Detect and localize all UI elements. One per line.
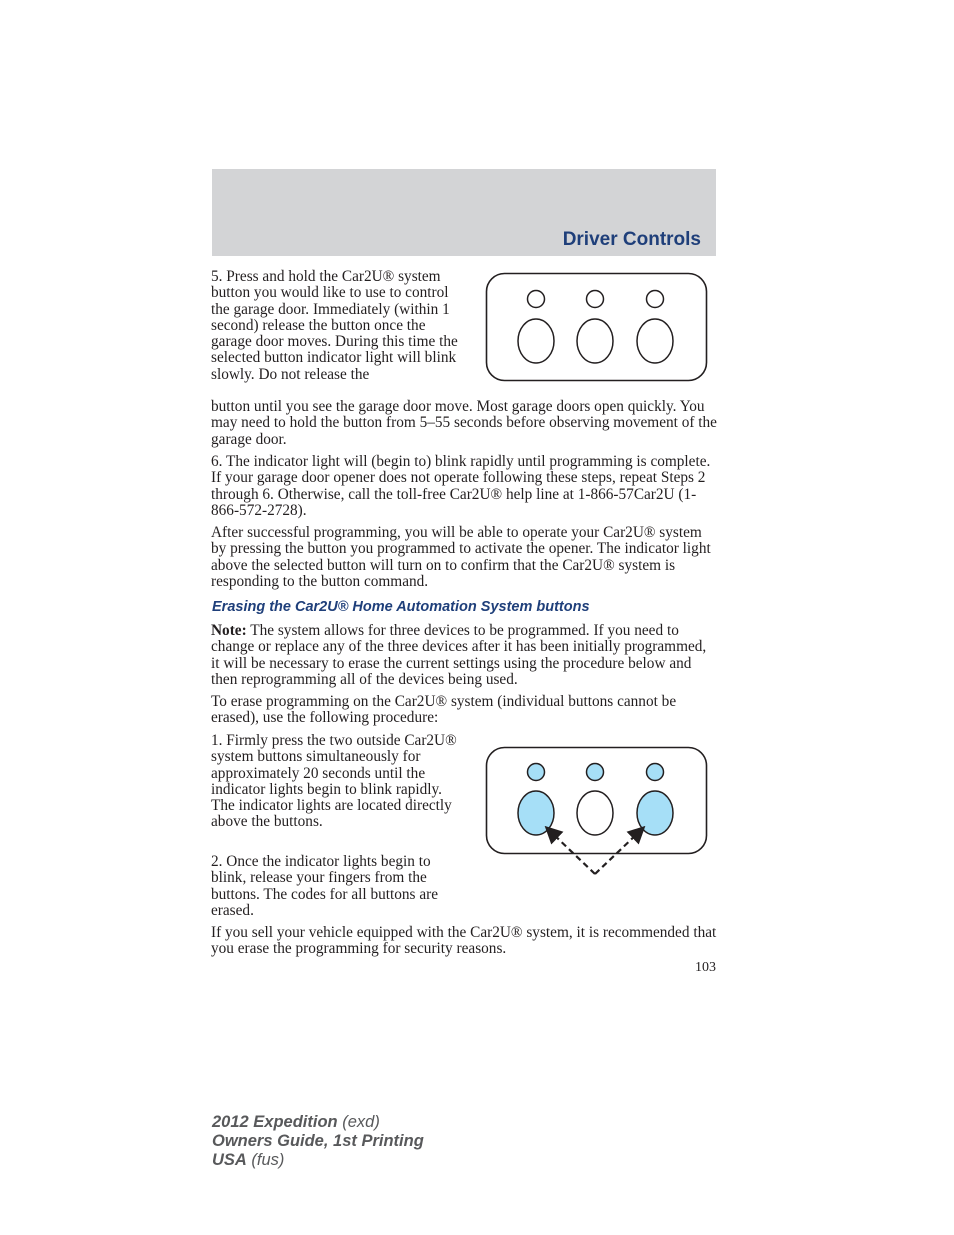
note-label: Note: — [211, 622, 247, 639]
indicator-light-right-lit — [647, 764, 664, 781]
erase-intro-text: To erase programming on the Car2U® system (individual buttons cannot be erased), use the following procedure: — [211, 693, 677, 727]
system-button-center — [577, 791, 613, 835]
after-programming-text: After successful programming, you will be able to operate your Car2U® system by pressing the button you programmed to activate the opener. The indicator light above the selected button will turn on to confirm that the Car2U® system is responding to the button command. — [211, 524, 711, 590]
sell-vehicle-text: If you sell your vehicle equipped with the Car2U® system, it is recommended that you erase the programming for security reasons. — [211, 924, 717, 958]
note-paragraph — [211, 623, 717, 688]
indicator-light-right — [647, 291, 664, 308]
indicator-light-center — [587, 291, 604, 308]
system-button-left-pressed — [518, 791, 554, 835]
indicator-light-left — [528, 291, 545, 308]
indicator-light-center-lit — [587, 764, 604, 781]
page-number: 103 — [695, 960, 716, 975]
step-5-continued: button until you see the garage door move. Most garage doors open quickly. You may need to hold the button from 5–55 seconds before observing movement of the garage door. — [211, 398, 717, 448]
system-button-right — [637, 319, 673, 363]
footer-edition-info — [212, 1113, 424, 1170]
footer-line-3: USA (fus) — [212, 1151, 285, 1169]
erasing-heading: Erasing the Car2U® Home Automation System buttons — [212, 599, 590, 615]
step-6-text: 6. The indicator light will (begin to) blink rapidly until programming is complete. If your garage door opener does not operate following these steps, repeat Steps 2 through 6. Otherwise, call the toll-free Car2U® help line at 1-866-57Car2U (1-866-572-2728). — [211, 453, 711, 519]
indicator-light-left-lit — [528, 764, 545, 781]
header-band — [212, 169, 716, 256]
car2u-buttons-diagram — [485, 272, 708, 383]
system-button-center — [577, 319, 613, 363]
car2u-erase-diagram — [485, 746, 708, 878]
system-button-left — [518, 319, 554, 363]
erase-step-1-text: 1. Firmly press the two outside Car2U® system buttons simultaneously for approximately 20 seconds until the indicator lights begin to blink rapidly. The indicator lights are located directly above the buttons. — [211, 732, 457, 831]
note-text: The system allows for three devices to be programmed. If you need to change or replace any of the three devices after it has been initially programmed, it will be necessary to erase the current settings using the procedure below and then reprogramming all of the devices being used. — [211, 622, 707, 688]
footer-line-1: 2012 Expedition (exd) — [212, 1113, 380, 1131]
system-button-right-pressed — [637, 791, 673, 835]
erase-step-2-text: 2. Once the indicator lights begin to blink, release your fingers from the buttons. The codes for all buttons are erased. — [211, 853, 438, 919]
footer-line-2: Owners Guide, 1st Printing — [212, 1132, 424, 1150]
section-title: Driver Controls — [562, 229, 701, 250]
step-5-text: 5. Press and hold the Car2U® system button you would like to use to control the garage door. Immediately (within 1 second) release the button once the garage door moves. During this time the selected button indicator light will blink slowly. Do not release the — [211, 268, 458, 383]
